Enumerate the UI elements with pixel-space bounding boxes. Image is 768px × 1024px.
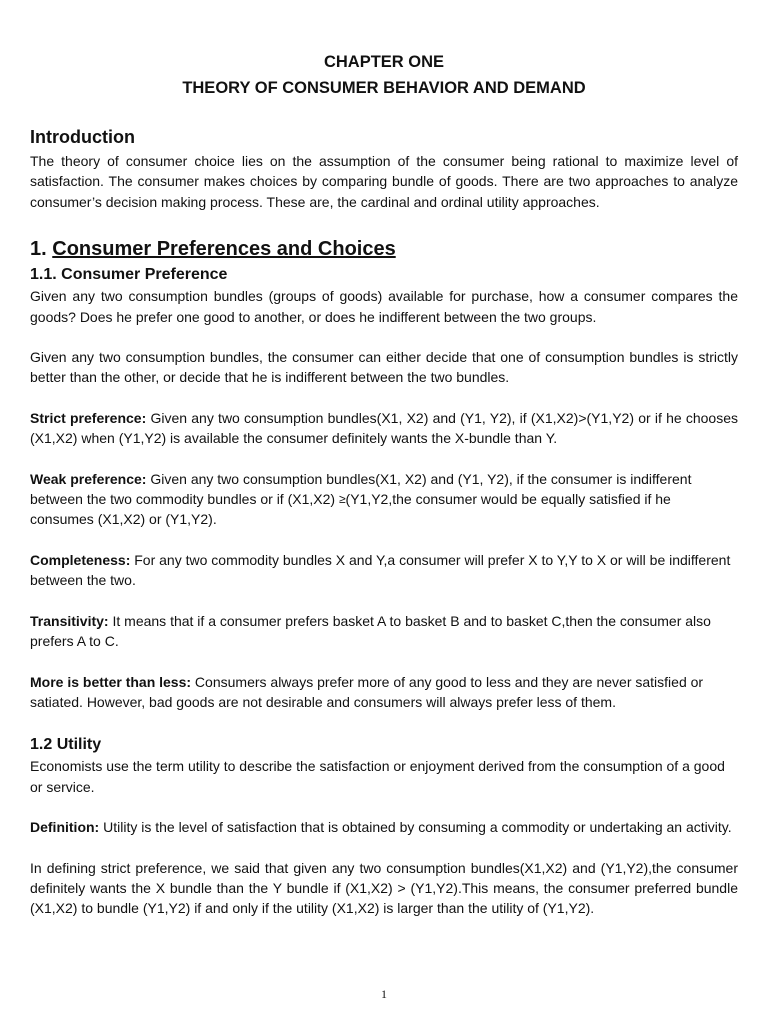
utility-paragraph-3: In defining strict preference, we said that given any two consumption bundles(X1,X2) and (Y1,Y2),the consumer definitely wants the X bundle than the Y bundle if (X1,X2) > (Y1,Y2).This means, the consumer preferred bundle (X1,X2) to bundle (Y1,Y2) if and only if the utility (X1,X2) is larger than the utility of (Y1,Y2). — [30, 859, 738, 917]
chapter-title: THEORY OF CONSUMER BEHAVIOR AND DEMAND — [182, 79, 586, 97]
weak-preference-paragraph — [30, 469, 738, 530]
section-1-title: Consumer Preferences and Choices — [52, 238, 396, 261]
preference-paragraph-2: Given any two consumption bundles, the consumer can either decide that one of consumption bundles is strictly better than the other, or decide that he is indifferent between the two bundles. — [30, 349, 738, 386]
weak-preference-symbol: ≥ — [338, 492, 346, 507]
transitivity-paragraph — [30, 611, 738, 652]
weak-preference-text-b: (Y1,Y2,the consumer would be equally satisfied if he consumes (X1,X2) or (Y1,Y2). — [30, 491, 671, 528]
page-number: 1 — [381, 987, 387, 1001]
preference-paragraph-1: Given any two consumption bundles (groups of goods) available for purchase, how a consumer compares the goods? Does he prefer one good to another, or does he indifferent between the two groups. — [30, 288, 738, 325]
chapter-heading — [30, 50, 738, 100]
subsection-1-2-heading: 1.2 Utility — [30, 736, 102, 754]
chapter-number: CHAPTER ONE — [323, 53, 445, 71]
completeness-paragraph — [30, 550, 738, 591]
weak-preference-term: Weak preference: — [30, 470, 147, 487]
transitivity-term: Transitivity: — [30, 612, 109, 629]
transitivity-text: It means that if a consumer prefers basket A to basket B and to basket C,then the consumer also prefers A to C. — [30, 612, 711, 650]
definition-paragraph — [30, 817, 738, 837]
more-is-better-text: Consumers always prefer more of any good to less and they are never satisfied or satiated. However, bad goods are not desirable and consumers will always prefer less of them. — [30, 673, 704, 710]
section-1-heading — [30, 236, 738, 262]
strict-preference-paragraph — [30, 408, 738, 449]
utility-paragraph-1: Economists use the term utility to describe the satisfaction or enjoyment derived from the consumption of a good or service. — [30, 758, 725, 795]
more-is-better-term: More is better than less: — [30, 673, 192, 690]
subsection-1-1-heading: 1.1. Consumer Preference — [30, 266, 228, 284]
weak-preference-text-a: Given any two consumption bundles(X1, X2) and (Y1, Y2), if the consumer is indifferent between the two commodity bundles or if (X1,X2) — [30, 470, 692, 508]
strict-preference-term: Strict preference: — [30, 409, 147, 426]
definition-term: Definition: — [30, 819, 100, 836]
completeness-term: Completeness: — [30, 551, 131, 568]
introduction-heading: Introduction — [30, 127, 135, 147]
introduction-paragraph: The theory of consumer choice lies on the assumption of the consumer being rational to maximize level of satisfaction. The consumer makes choices by comparing bundle of goods. There are two approaches to analyze consumer’s decision making process. These are, the cardinal and ordinal utility approaches. — [30, 153, 738, 210]
section-1-number: 1. — [30, 238, 53, 261]
strict-preference-text: Given any two consumption bundles(X1, X2) and (Y1, Y2), if (X1,X2)>(Y1,Y2) or if he chooses (X1,X2) when (Y1,Y2) is available the consumer definitely wants the X-bundle than Y. — [30, 409, 738, 447]
definition-text: Utility is the level of satisfaction that is obtained by consuming a commodity or undertaking an activity. — [99, 819, 732, 836]
more-is-better-paragraph — [30, 672, 738, 713]
completeness-text: For any two commodity bundles X and Y,a consumer will prefer X to Y,Y to X or will be indifferent between the two. — [30, 551, 731, 589]
